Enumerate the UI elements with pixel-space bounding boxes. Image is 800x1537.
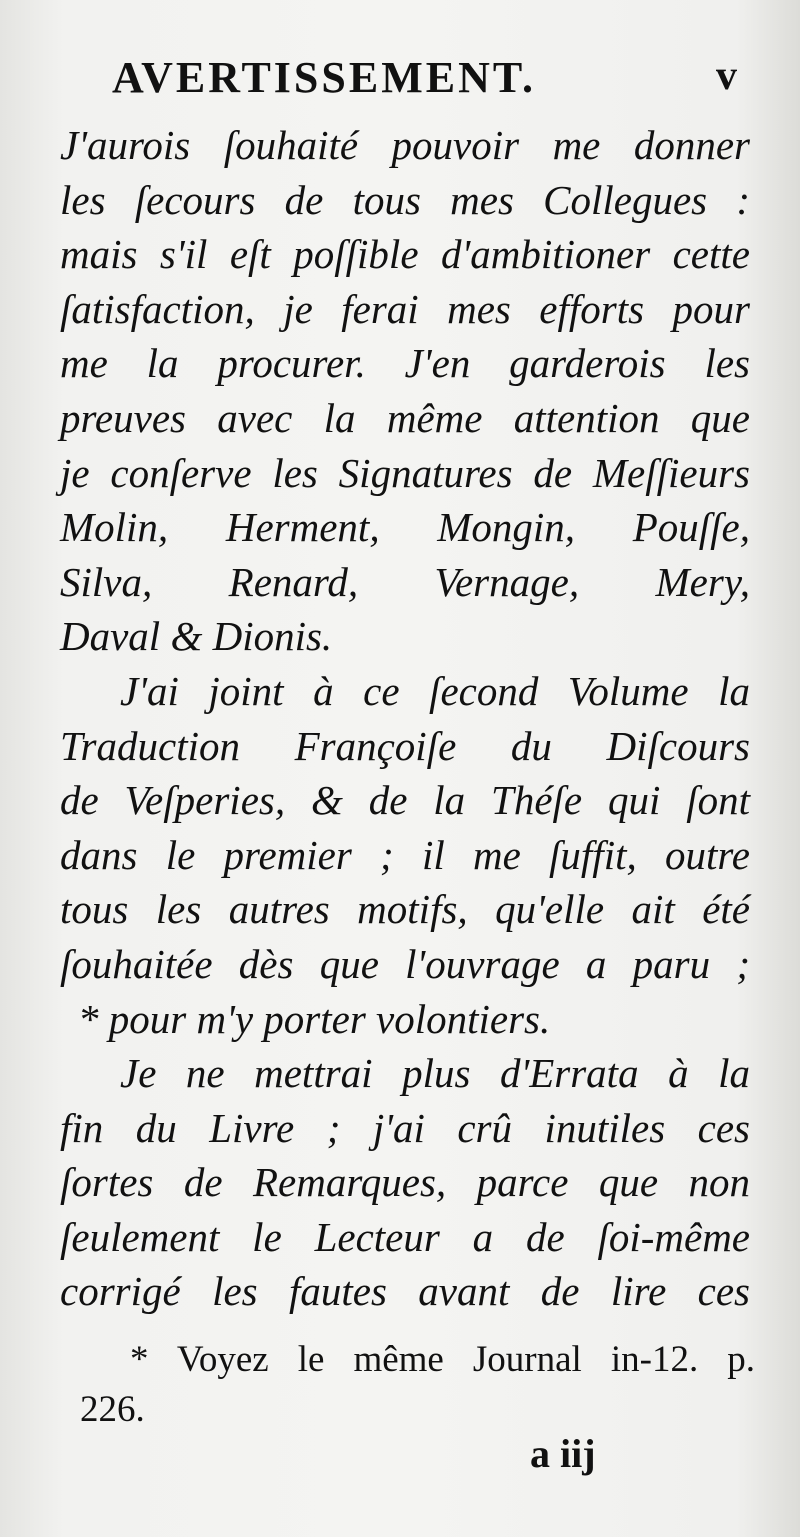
text-line: Je ne mettrai plus d'Errata à la bbox=[120, 1050, 750, 1097]
text-line: Traduction Françoiſe du Diſcours bbox=[60, 722, 750, 769]
footnote-line: * Voyez le même Journal in-12. p. bbox=[130, 1339, 755, 1380]
text-line: de Veſperies, & de la Théſe qui ſont bbox=[60, 777, 750, 824]
text-line: ſortes de Remarques, parce que non bbox=[60, 1159, 750, 1206]
text-line: J'ai joint à ce ſecond Volume la bbox=[120, 667, 750, 714]
text-line: fin du Livre ; j'ai crû inutiles ces bbox=[60, 1104, 750, 1151]
text-line: dans le premier ; il me ſuffit, outre bbox=[60, 831, 750, 878]
text-line: corrigé les fautes avant de lire ces bbox=[60, 1268, 750, 1315]
footnote bbox=[80, 1335, 755, 1435]
text-line: ſeulement le Lecteur a de ſoi-même bbox=[60, 1213, 750, 1260]
text-line: Daval & Dionis. bbox=[60, 613, 333, 660]
text-line: * pour m'y porter volontiers. bbox=[78, 995, 551, 1042]
text-line: ſouhaitée dès que l'ouvrage a paru ; bbox=[60, 940, 750, 987]
text-line: ſatisfaction, je ferai mes efforts pour bbox=[60, 285, 750, 332]
text-line: les ſecours de tous mes Collegues : bbox=[60, 176, 750, 223]
text-line: tous les autres motifs, qu'elle ait été bbox=[60, 886, 750, 933]
text-line: Molin, Herment, Mongin, Pouſſe, bbox=[60, 504, 750, 551]
text-line: me la procurer. J'en garderois les bbox=[60, 340, 750, 387]
page-header bbox=[112, 52, 737, 110]
text-line: Silva, Renard, Vernage, Mery, bbox=[60, 558, 750, 605]
text-line: je conſerve les Signatures de Meſſieurs bbox=[60, 449, 750, 496]
running-title: AVERTISSEMENT. bbox=[112, 53, 536, 102]
text-line: J'aurois ſouhaité pouvoir me donner bbox=[60, 122, 750, 168]
signature-mark: a iij bbox=[530, 1431, 596, 1476]
text-line: mais s'il eſt poſſible d'ambitioner cette bbox=[60, 231, 750, 278]
text-line: preuves avec la même attention que bbox=[60, 394, 750, 441]
body-text bbox=[60, 118, 750, 1319]
page-number: v bbox=[716, 53, 737, 99]
footnote-line: 226. bbox=[80, 1389, 145, 1430]
